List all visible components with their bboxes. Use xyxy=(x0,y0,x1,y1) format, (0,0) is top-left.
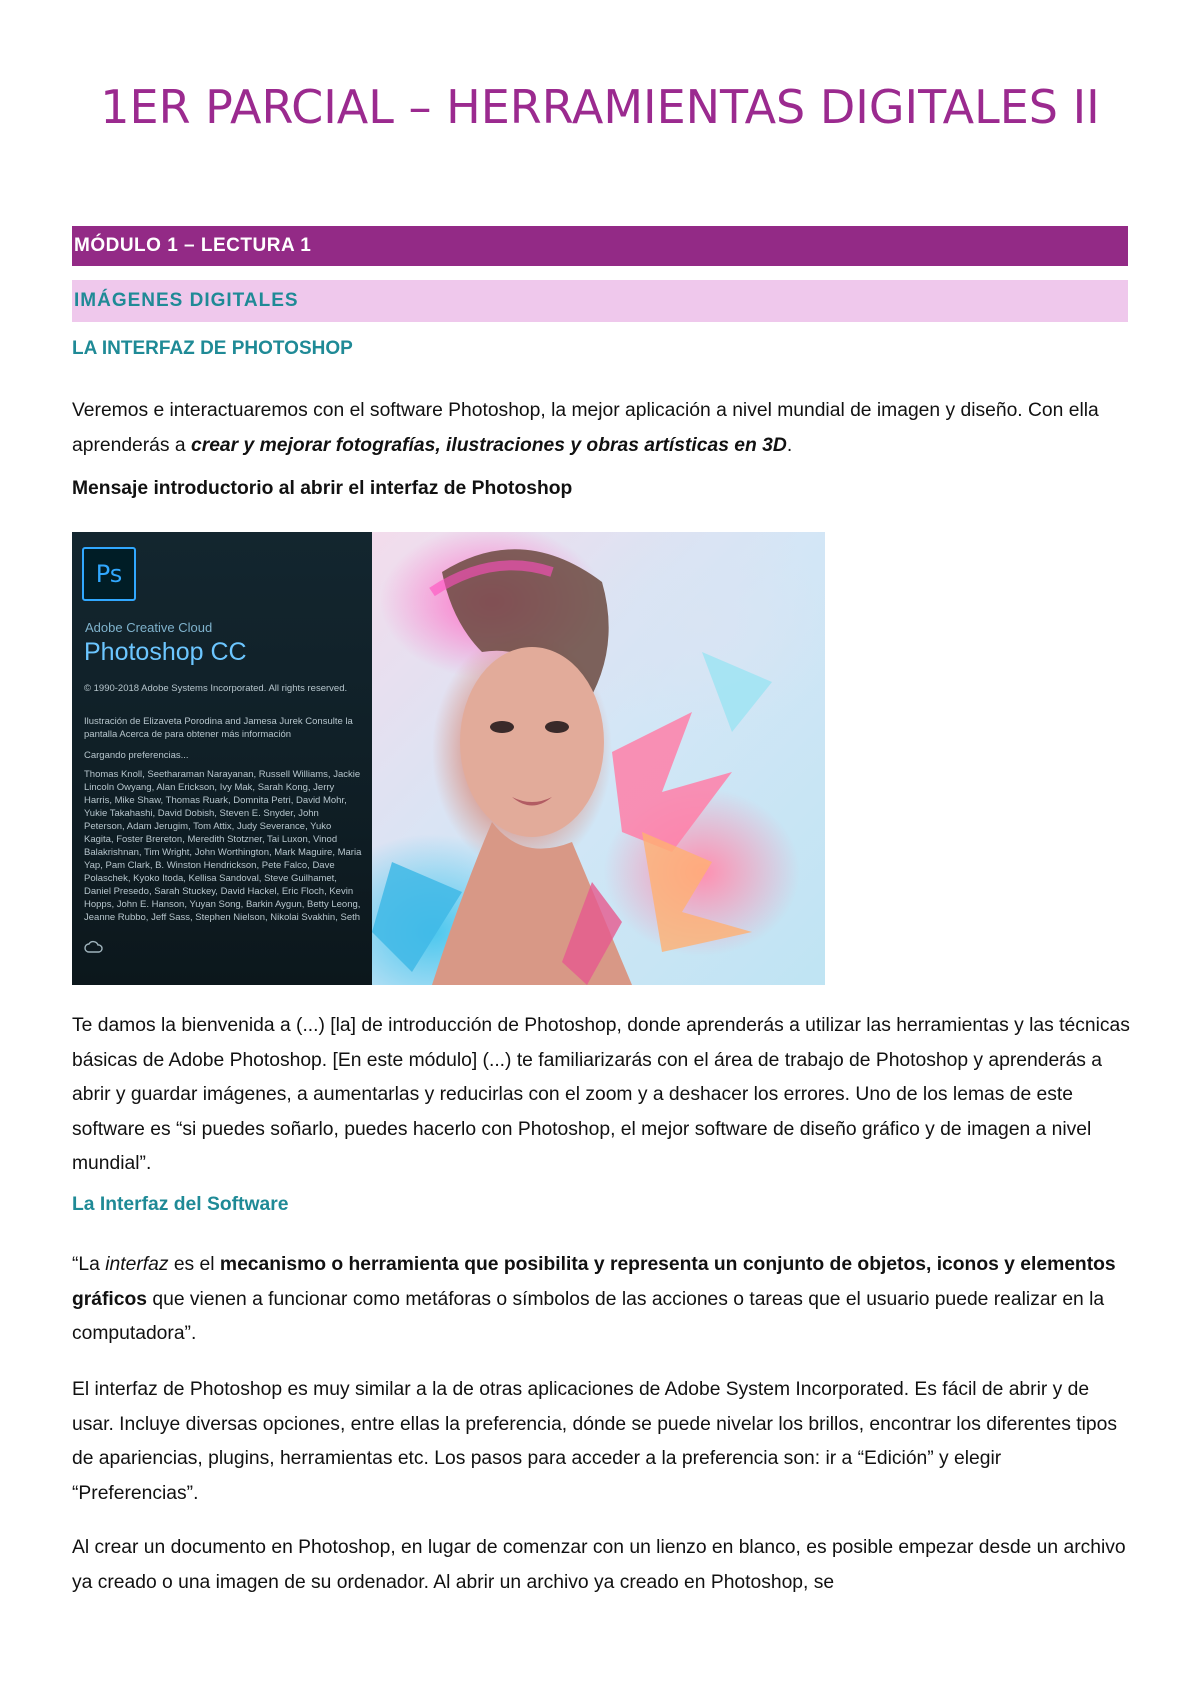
paragraph-welcome: Te damos la bienvenida a (...) [la] de introducción de Photoshop, donde aprenderás a utilizar las herramientas y las técnicas básicas de Adobe Photoshop. [En este módulo] (...) te familiarizarás con el área de trabajo de Photoshop y aprenderás a abrir y guardar imágenes, a aumentarlas y reducirlas con el zoom y a deshacer los errores. Uno de los lemas de este software es “si puedes soñarlo, puedes hacerlo con Photoshop, el mejor software de diseño gráfico y de imagen a nivel mundial”. xyxy=(72,1015,1130,1174)
section-header-bar xyxy=(72,280,1128,322)
splash-brand: Adobe Creative Cloud xyxy=(85,620,213,635)
splash-product-name: Photoshop CC xyxy=(84,638,247,666)
definition-open: “La xyxy=(72,1254,106,1275)
paragraph-intro-text: Veremos e interactuaremos con el software Photoshop, la mejor aplicación a nivel mundial de imagen y diseño. Con ella aprenderás a xyxy=(72,400,1099,456)
paragraph-interface-description: El interfaz de Photoshop es muy similar a la de otras aplicaciones de Adobe System Incorporated. Es fácil de abrir y de usar. Incluye diversas opciones, entre ellas la preferencia, dónde se puede nivelar los brillos, encontrar los diferentes tipos de apariencias, plugins, herramientas etc. Los pasos para acceder a la preferencia son: ir a “Edición” y elegir “Preferencias”. xyxy=(72,1379,1117,1504)
splash-copyright: © 1990-2018 Adobe Systems Incorporated. All rights reserved. xyxy=(84,683,348,694)
section-header-label: IMÁGENES DIGITALES xyxy=(74,290,299,311)
splash-artwork-credit: Ilustración de Elizaveta Porodina and Jamesa Jurek Consulte la pantalla Acerca de para obtener más información xyxy=(84,716,353,740)
paragraph-intro-emphasis: crear y mejorar fotografías, ilustraciones y obras artísticas en 3D xyxy=(190,434,787,456)
paragraph-interface-definition xyxy=(72,1248,1132,1352)
splash-loading-status: Cargando preferencias... xyxy=(84,750,189,761)
definition-bold: mecanismo o herramienta que posibilita y representa un conjunto de objetos, iconos y elementos gráficos xyxy=(72,1254,1116,1310)
heading-photoshop-interface: LA INTERFAZ DE PHOTOSHOP xyxy=(72,338,353,359)
paragraph-intro xyxy=(72,394,1132,463)
splash-artwork xyxy=(372,532,825,985)
module-header-label: MÓDULO 1 – LECTURA 1 xyxy=(74,235,312,256)
splash-credits: Thomas Knoll, Seetharaman Narayanan, Russell Williams, Jackie Lincoln Owyang, Alan Erickson, Ivy Mak, Sarah Kong, Jerry Harris, Mike Shaw, Thomas Ruark, Domnita Petri, David Mohr, Yukie Takahashi, David Dobish, Steven E. Snyder, John Peterson, Adam Jerugim, Tom Attix, Judy Severance, Yuko Kagita, Foster Brereton, Meredith Stotzner, Tai Luxon, Vinod Balakrishnan, Tim Wright, John Worthington, Mark Maguire, Maria Yap, Pam Clark, B. Winston Hendrickson, Pete Falco, Dave Polaschek, Kyoko Itoda, Kellisa Sandoval, Steve Guilhamet, Daniel Presedo, Sarah Stuckey, David Hackel, Eric Floch, Kevin Hopps, John E. Hanson, Yuyan Song, Barkin Aygun, Betty Leong, Jeanne Rubbo, Jeff Sass, Stephen Nielson, Nikolai Svakhin, Seth xyxy=(84,769,362,923)
definition-mid: es el xyxy=(168,1254,220,1275)
paragraph-create-document: Al crear un documento en Photoshop, en lugar de comenzar con un lienzo en blanco, es posible empezar desde un archivo ya creado o una imagen de su ordenador. Al abrir un archivo ya creado en Photoshop, se xyxy=(72,1537,1126,1593)
heading-software-interface: La Interfaz del Software xyxy=(72,1194,289,1215)
definition-end: que vienen a funcionar como metáforas o símbolos de las acciones o tareas que el usuario puede realizar en la computadora”. xyxy=(72,1288,1105,1344)
definition-term: interfaz xyxy=(105,1254,169,1275)
document-title: 1ER PARCIAL – HERRAMIENTAS DIGITALES II xyxy=(100,80,1100,134)
paragraph-intro-end: . xyxy=(786,434,793,456)
module-header-bar xyxy=(72,226,1128,266)
creative-cloud-icon xyxy=(84,940,104,954)
photoshop-logo-icon: Ps xyxy=(82,547,136,601)
figure-caption: Mensaje introductorio al abrir el interfaz de Photoshop xyxy=(72,478,573,499)
portrait-illustration xyxy=(372,532,825,985)
splash-info-panel xyxy=(72,532,372,985)
photoshop-splash-image xyxy=(72,532,825,985)
